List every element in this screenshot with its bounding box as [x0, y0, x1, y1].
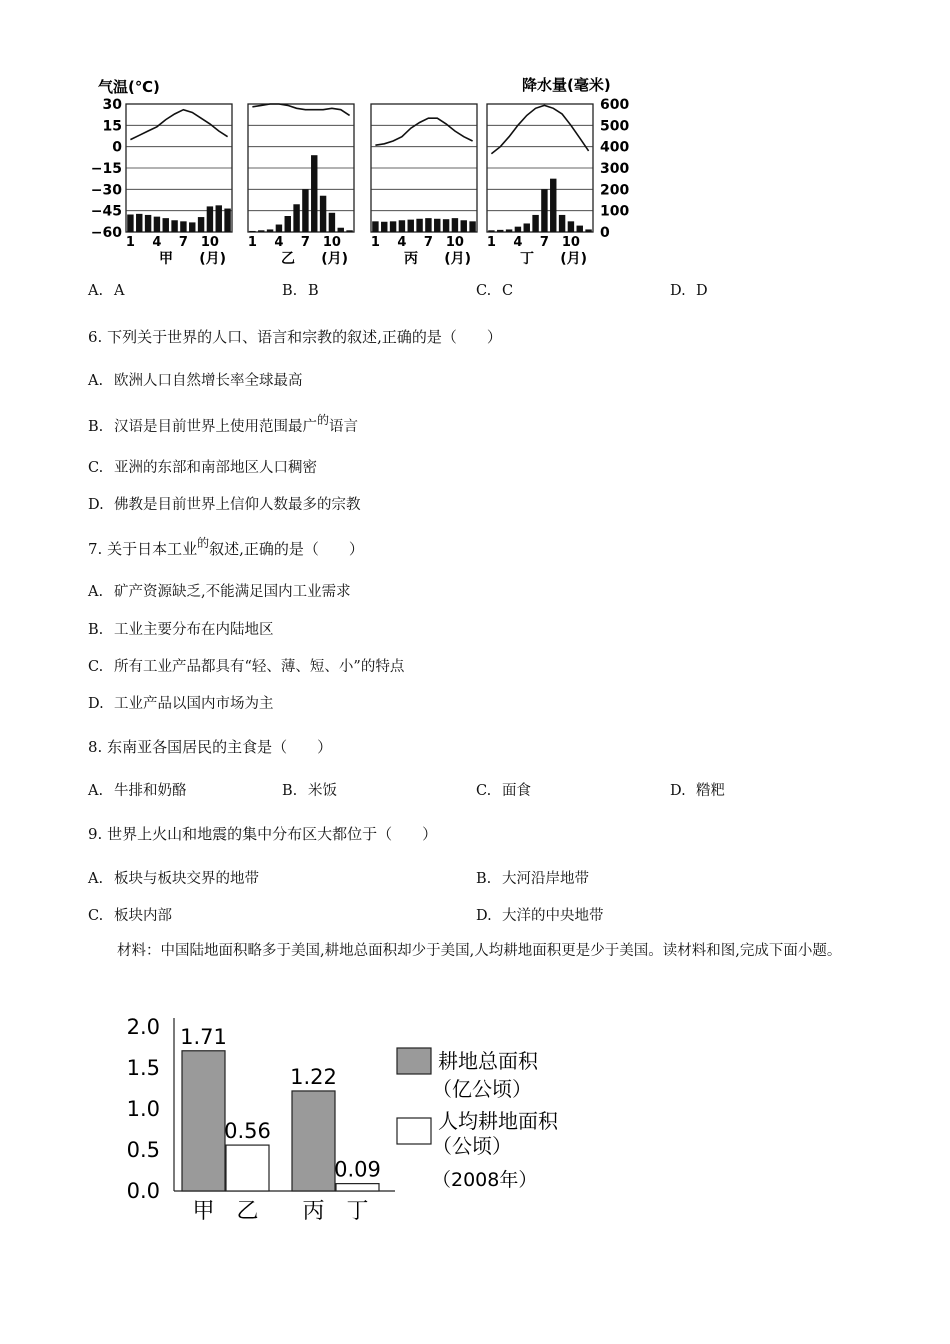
precip-tick-label: 200: [600, 182, 630, 199]
precip-bar: [515, 227, 521, 232]
bar-y-tick-label: 0.5: [126, 1138, 160, 1162]
precip-bar: [136, 214, 142, 232]
precip-bar: [541, 189, 547, 232]
month-unit-label: (月): [560, 251, 587, 267]
temp-tick-label: 15: [102, 118, 122, 135]
option-key: C.: [476, 283, 492, 299]
temp-tick-labels: [91, 97, 122, 241]
q7-stem-text: 叙述,正确的是（ ）: [209, 540, 364, 558]
precip-bar: [258, 230, 264, 232]
option-key: B.: [476, 871, 492, 887]
option-text: 工业主要分布在内陆地区: [114, 622, 274, 638]
panel-name: 丙: [404, 251, 418, 267]
option-key: D.: [476, 908, 492, 924]
climate-panel-4: [487, 104, 593, 267]
precip-tick-label: 300: [600, 161, 630, 177]
month-tick-label: 4: [274, 235, 284, 250]
temp-tick-label: −15: [90, 161, 122, 177]
temp-curve: [130, 110, 227, 140]
bar-y-tick-label: 1.5: [126, 1056, 160, 1080]
precip-axis-title: 降水量(毫米): [522, 76, 611, 94]
option-text: 汉语是目前世界上使用范围最广: [114, 419, 317, 435]
climate-charts: [90, 72, 650, 272]
q9-option-b[interactable]: [476, 867, 589, 888]
precip-bar: [276, 225, 282, 232]
month-tick-label: 4: [397, 235, 407, 250]
q9-stem: 9. 世界上火山和地震的集中分布区大都位于（ ）: [88, 825, 438, 843]
panel-name: 丁: [520, 251, 534, 267]
month-tick-label: 10: [322, 235, 341, 250]
precip-bar: [524, 223, 530, 232]
option-key: A.: [88, 871, 104, 887]
option-text: 亚洲的东部和南部地区人口稠密: [114, 460, 317, 476]
option-key: D.: [88, 696, 104, 712]
q6-option-d[interactable]: [88, 493, 361, 514]
precip-bar: [568, 221, 574, 232]
month-tick-label: 10: [200, 235, 219, 250]
option-key: C.: [88, 460, 104, 476]
q6-option-b[interactable]: [88, 415, 358, 436]
precip-bar: [443, 219, 449, 232]
temp-axis-title: 气温(℃): [98, 78, 160, 96]
option-text: 大河沿岸地带: [502, 871, 589, 887]
precip-bar: [434, 219, 440, 232]
bar-1: [182, 1051, 225, 1191]
month-tick-label: 7: [178, 235, 188, 250]
option-text: A: [114, 283, 125, 299]
precip-bar: [585, 229, 591, 232]
bar-y-tick-label: 1.0: [126, 1097, 160, 1121]
bar-y-tick-labels: [127, 1015, 160, 1203]
precip-bar: [408, 220, 414, 232]
q8-stem: 8. 东南亚各国居民的主食是（ ）: [88, 738, 333, 756]
month-tick-label: 10: [445, 235, 464, 250]
precip-bar: [338, 228, 344, 232]
precip-tick-label: 100: [600, 203, 630, 220]
precip-bar: [497, 230, 503, 232]
farmland-chart: [110, 1010, 610, 1230]
bar-category-label: 丙: [302, 1199, 325, 1224]
month-tick-label: 1: [247, 235, 257, 250]
bar-category-label: 乙: [236, 1199, 259, 1224]
q5-option-d[interactable]: [670, 283, 708, 299]
legend-percapita-label: 人均耕地面积: [438, 1109, 558, 1133]
option-text: D: [696, 283, 708, 299]
option-text: 牛排和奶酪: [114, 783, 187, 799]
option-key: D.: [670, 283, 686, 299]
climate-panel-3: [371, 104, 477, 267]
precip-bar: [416, 219, 422, 232]
precip-bar: [145, 215, 151, 232]
bar-y-tick-label: 0.0: [126, 1179, 160, 1203]
q7-option-a[interactable]: [88, 580, 351, 601]
month-unit-label: (月): [321, 251, 348, 267]
q6-stem: 6. 下列关于世界的人口、语言和宗教的叙述,正确的是（ ）: [88, 328, 502, 346]
precip-bar: [198, 217, 204, 232]
option-key: A.: [88, 584, 104, 600]
month-tick-label: 7: [300, 235, 310, 250]
precip-bar: [390, 221, 396, 232]
precip-bar: [189, 222, 195, 232]
precip-tick-label: 400: [600, 139, 630, 156]
bar-3: [292, 1091, 335, 1191]
precip-bar: [267, 229, 273, 232]
precip-bar: [224, 209, 230, 232]
option-key: C.: [88, 908, 104, 924]
precip-bar: [452, 218, 458, 232]
option-text: 面食: [502, 783, 531, 799]
precip-bar: [559, 215, 565, 232]
legend-total-unit: （亿公顷）: [432, 1077, 532, 1101]
precip-bar: [488, 230, 494, 232]
q7-stem-text: 7. 关于日本工业: [88, 540, 198, 558]
precip-bar: [469, 221, 475, 232]
climate-panel-2: [248, 104, 354, 267]
option-text: B: [308, 283, 319, 299]
month-unit-label: (月): [199, 251, 226, 267]
climate-panel-1: [126, 104, 232, 267]
precip-tick-label: 600: [600, 97, 630, 113]
bar-2: [226, 1145, 269, 1191]
bar-y-tick-label: 2.0: [126, 1015, 160, 1039]
option-text: 欧洲人口自然增长率全球最高: [114, 373, 303, 389]
option-key: B.: [88, 419, 104, 435]
q9-option-d[interactable]: [476, 904, 604, 925]
option-text: 米饭: [308, 783, 337, 799]
q7-option-d[interactable]: [88, 692, 274, 713]
option-key: A.: [88, 373, 104, 389]
precip-tick-label: 0: [600, 225, 610, 241]
q7-option-b[interactable]: [88, 618, 274, 639]
precip-bar: [249, 231, 255, 232]
option-text: 大洋的中央地带: [502, 908, 604, 924]
q8-option-a[interactable]: [88, 779, 187, 800]
precip-tick-labels: [600, 97, 629, 241]
temp-tick-label: 0: [112, 139, 122, 156]
option-key: B.: [88, 622, 104, 638]
legend-swatch-percapita: [397, 1118, 431, 1144]
option-key: A.: [88, 783, 104, 799]
precip-bar: [381, 222, 387, 232]
precip-bar: [293, 204, 299, 232]
precip-bar: [425, 218, 431, 232]
bar-4: [336, 1184, 379, 1191]
material-paragraph: 材料：中国陆地面积略多于美国,耕地总面积却少于美国,人均耕地面积更是少于美国。读材料和图,完成下面小题。: [117, 943, 842, 959]
bar-value-label: 1.71: [180, 1024, 227, 1049]
option-text: 工业产品以国内市场为主: [114, 696, 274, 712]
precip-bar: [302, 189, 308, 232]
q7-option-c[interactable]: [88, 655, 404, 676]
bar-category-label: 丁: [346, 1199, 369, 1224]
month-tick-label: 7: [423, 235, 433, 250]
option-text: C: [502, 283, 514, 299]
option-key: C.: [88, 659, 104, 675]
temp-curve: [252, 104, 349, 115]
precip-bar: [285, 216, 291, 232]
month-tick-label: 1: [125, 235, 135, 250]
q5-option-c[interactable]: [476, 283, 513, 299]
precip-bar: [461, 220, 467, 232]
q8-option-d[interactable]: [670, 779, 725, 800]
option-key: D.: [670, 783, 686, 799]
bar-value-label: 1.22: [290, 1064, 337, 1089]
precip-bar: [550, 179, 556, 232]
precip-tick-label: 500: [600, 118, 630, 135]
q9-option-c[interactable]: [88, 904, 172, 925]
precip-bar: [154, 217, 160, 232]
precip-bar: [311, 155, 317, 232]
precip-bar: [320, 196, 326, 232]
precip-bar: [372, 221, 378, 232]
precip-bar: [207, 206, 213, 232]
option-key: C.: [476, 783, 492, 799]
bar-value-label: 0.56: [224, 1119, 271, 1144]
bar-value-label: 0.09: [334, 1157, 381, 1182]
option-text: 佛教是目前世界上信仰人数最多的宗教: [114, 497, 361, 513]
precip-bar: [506, 229, 512, 232]
legend-year: （2008年）: [432, 1169, 538, 1191]
bar-category-label: 甲: [192, 1199, 215, 1224]
legend-swatch-total: [397, 1048, 431, 1074]
q7-stem: [88, 538, 364, 559]
temp-tick-label: −30: [90, 182, 122, 199]
precip-bar: [577, 226, 583, 232]
option-text: 语言: [329, 419, 359, 435]
q9-option-a[interactable]: [88, 867, 259, 888]
month-tick-label: 10: [561, 235, 580, 250]
q5-option-a[interactable]: [88, 283, 124, 299]
precip-bar: [532, 215, 538, 232]
panel-name: 甲: [159, 251, 173, 267]
q7-stem-superscript: 的: [197, 536, 210, 550]
precip-bar: [163, 218, 169, 232]
month-unit-label: (月): [444, 251, 471, 267]
precip-bar: [127, 215, 133, 232]
month-tick-label: 4: [513, 235, 523, 250]
q6-option-a[interactable]: [88, 369, 303, 390]
precip-bar: [216, 205, 222, 232]
option-text: 矿产资源缺乏,不能满足国内工业需求: [114, 584, 351, 600]
precip-bar: [171, 220, 177, 232]
month-tick-label: 1: [370, 235, 380, 250]
option-key: B.: [282, 283, 298, 299]
q6-option-c[interactable]: [88, 456, 317, 477]
temp-tick-label: −45: [90, 203, 122, 220]
option-key: A.: [88, 283, 104, 299]
legend-total-label: 耕地总面积: [438, 1049, 538, 1073]
precip-bar: [399, 220, 405, 232]
option-text: 糌粑: [696, 783, 725, 799]
legend-percapita-unit: （公顷）: [432, 1134, 512, 1158]
option-superscript: 的: [317, 413, 330, 427]
q8-option-b[interactable]: [282, 779, 337, 800]
temp-curve: [375, 118, 472, 145]
option-text: 板块与板块交界的地带: [114, 871, 259, 887]
option-key: D.: [88, 497, 104, 513]
month-tick-label: 7: [539, 235, 549, 250]
option-text: 板块内部: [114, 908, 172, 924]
precip-bar: [180, 221, 186, 232]
month-tick-label: 1: [486, 235, 496, 250]
panel-name: 乙: [281, 251, 295, 267]
q5-option-b[interactable]: [282, 283, 319, 299]
option-text: 所有工业产品都具有“轻、薄、短、小”的特点: [114, 659, 405, 675]
temp-tick-label: 30: [102, 97, 122, 113]
option-key: B.: [282, 783, 298, 799]
month-tick-label: 4: [152, 235, 162, 250]
precip-bar: [346, 230, 352, 232]
precip-bar: [329, 213, 335, 232]
temp-tick-label: −60: [90, 225, 122, 241]
q8-option-c[interactable]: [476, 779, 531, 800]
